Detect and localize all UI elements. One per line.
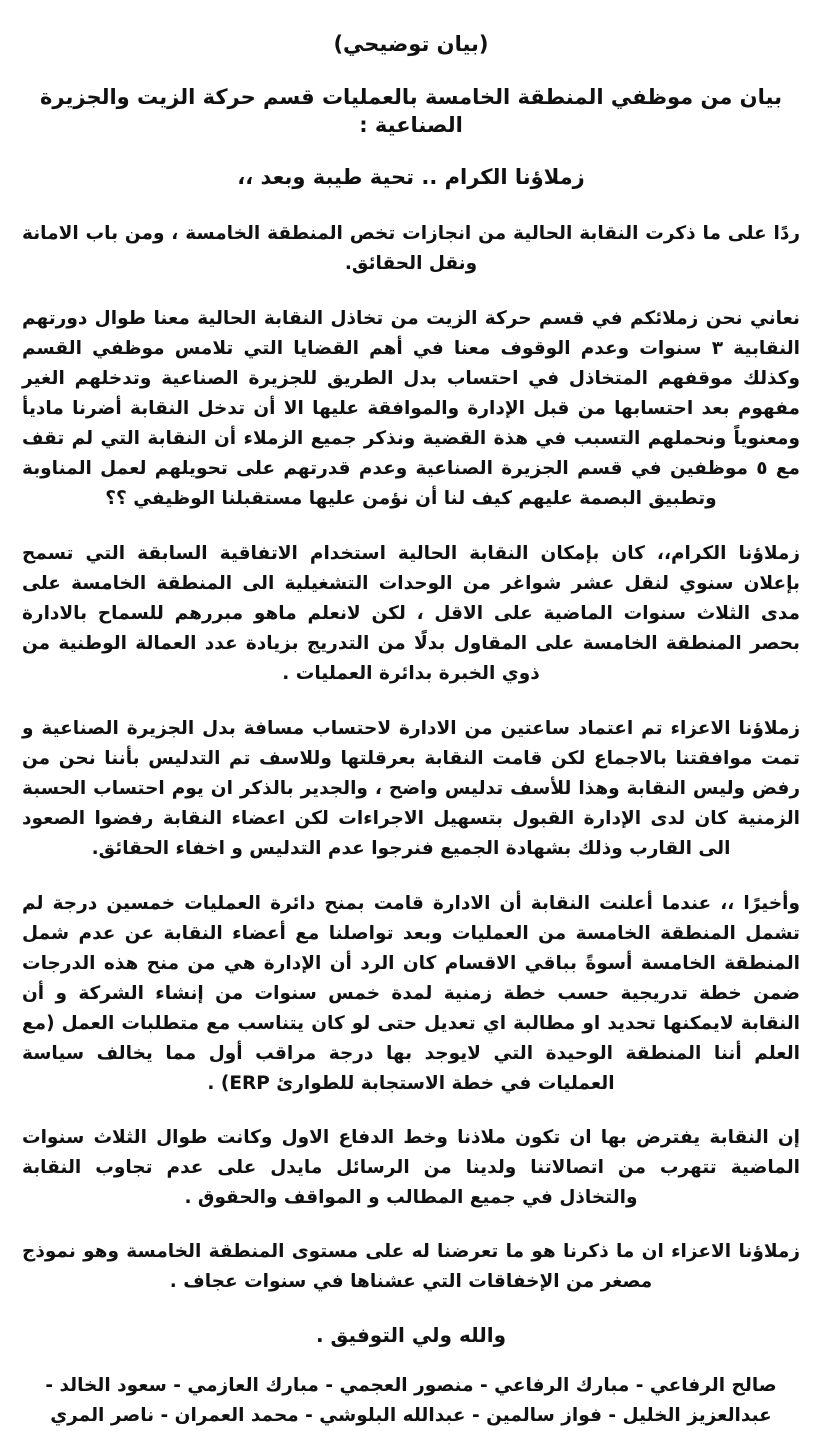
signatures: صالح الرفاعي - مبارك الرفاعي - منصور العجمي - مبارك العازمي - سعود الخالد - عبدالعزيز الخليل - فواز سالمين - عبدالله البلوشي - محمد العمران - ناصر المري: [45, 1375, 777, 1426]
paragraph-grades: وأخيرًا ،، عندما أعلنت النقابة أن الادارة قامت بمنح دائرة العمليات خمسين درجة لم تشمل المنطقة الخامسة من العمليات وبعد تواصلنا مع أعضاء النقابة عن عدم شمل المنطقة الخامسة أسوةً بباقي الاقسام كان الرد أن الإدارة هي من منح هذه الدرجات ضمن خطة تدريجية حسب خطة زمنية لمدة خمس سنوات من إنشاء الشركة و أن النقابة لايمكنها تحديد او مطالبة اي تعديل حتى لو كان يتناسب مع متطلبات العمل (مع العلم أننا المنطقة الوحيدة التي لايوجد بها درجة مراقب أول مما يخالف سياسة العمليات في خطة الاستجابة للطوارئ ERP) .: [22, 893, 800, 1094]
paragraph-summary: زملاؤنا الاعزاء ان ما ذكرنا هو ما تعرضنا له على مستوى المنطقة الخامسة وهو نموذج مصغر من الإخفاقات التي عشناها في سنوات عجاف .: [22, 1241, 800, 1292]
paragraph-intro: ردًا على ما ذكرت النقابة الحالية من انجازات تخص المنطقة الخامسة ، ومن باب الامانة ونقل الحقائق.: [22, 223, 800, 274]
closing-line: والله ولي التوفيق .: [315, 1323, 507, 1347]
paragraph-distance-allowance: زملاؤنا الاعزاء تم اعتماد ساعتين من الادارة لاحتساب مسافة بدل الجزيرة الصناعية و تمت موافقتنا بالاجماع لكن قامت النقابة بعرقلتها وللاسف تم التدليس بأننا نحن من رفض وليس النقابة وهذا للأسف تدليس واضح ، والجدير بالذكر ان يوم احتساب الحسبة الزمنية كان لدى الإدارة القبول بتسهيل الاجراءات لكن اعضاء النقابة رفضوا الصعود الى القارب وذلك بشهادة الجميع فنرجوا عدم التدليس و اخفاء الحقائق.: [22, 718, 800, 859]
paragraph-oil-movement: نعاني نحن زملائكم في قسم حركة الزيت من تخاذل النقابة الحالية معنا طوال دورتهم النقابية ٣ سنوات وعدم الوقوف معنا في أهم القضايا التي تلامس موظفي القسم وكذلك موقفهم المتخاذل في احتساب بدل الطريق للجزيرة الصناعية وتدخلهم الغير مفهوم بعد احتسابها من قبل الإدارة والموافقة عليها الا أن تدخل النقابة أضرنا ماديأ ومعنوياً ونحملهم التسبب في هذة القضية ونذكر جميع الزملاء أن النقابة التي لم تقف مع ٥ موظفين في قسم الجزيرة الصناعية وعدم قدرتهم على تحويلهم لعمل المناوبة وتطبيق البصمة عليهم كيف لنا أن نؤمن عليها مستقبلنا الوظيفي ؟؟: [22, 308, 800, 509]
greeting: زملاؤنا الكرام .. تحية طيبة وبعد ،،: [237, 165, 585, 189]
paragraph-vacancies: زملاؤنا الكرام،، كان بإمكان النقابة الحالية استخدام الاتفاقية السابقة التي تسمح بإعلان سنوي لنقل عشر شواغر من الوحدات التشغيلية الى المنطقة الخامسة على مدى الثلاث سنوات الماضية على الاقل ، لكن لانعلم ماهو مبررهم للسماح بالادارة بحصر المنطقة الخامسة على المقاول بدلًا من التدريج بزيادة عدد العمالة الوطنية من ذوي الخبرة بدائرة العمليات .: [22, 543, 800, 684]
paragraph-union-role: إن النقابة يفترض بها ان تكون ملاذنا وخط الدفاع الاول وكانت طوال الثلاث سنوات الماضية تتهرب من اتصالاتنا ولدينا من الرسائل مايدل على عدم تجاوب النقابة والتخاذل في جميع المطالب و المواقف والحقوق .: [22, 1127, 800, 1208]
document-title: (بيان توضيحي): [333, 32, 489, 56]
document-subtitle: بيان من موظفي المنطقة الخامسة بالعمليات قسم حركة الزيت والجزيرة الصناعية :: [40, 85, 782, 137]
